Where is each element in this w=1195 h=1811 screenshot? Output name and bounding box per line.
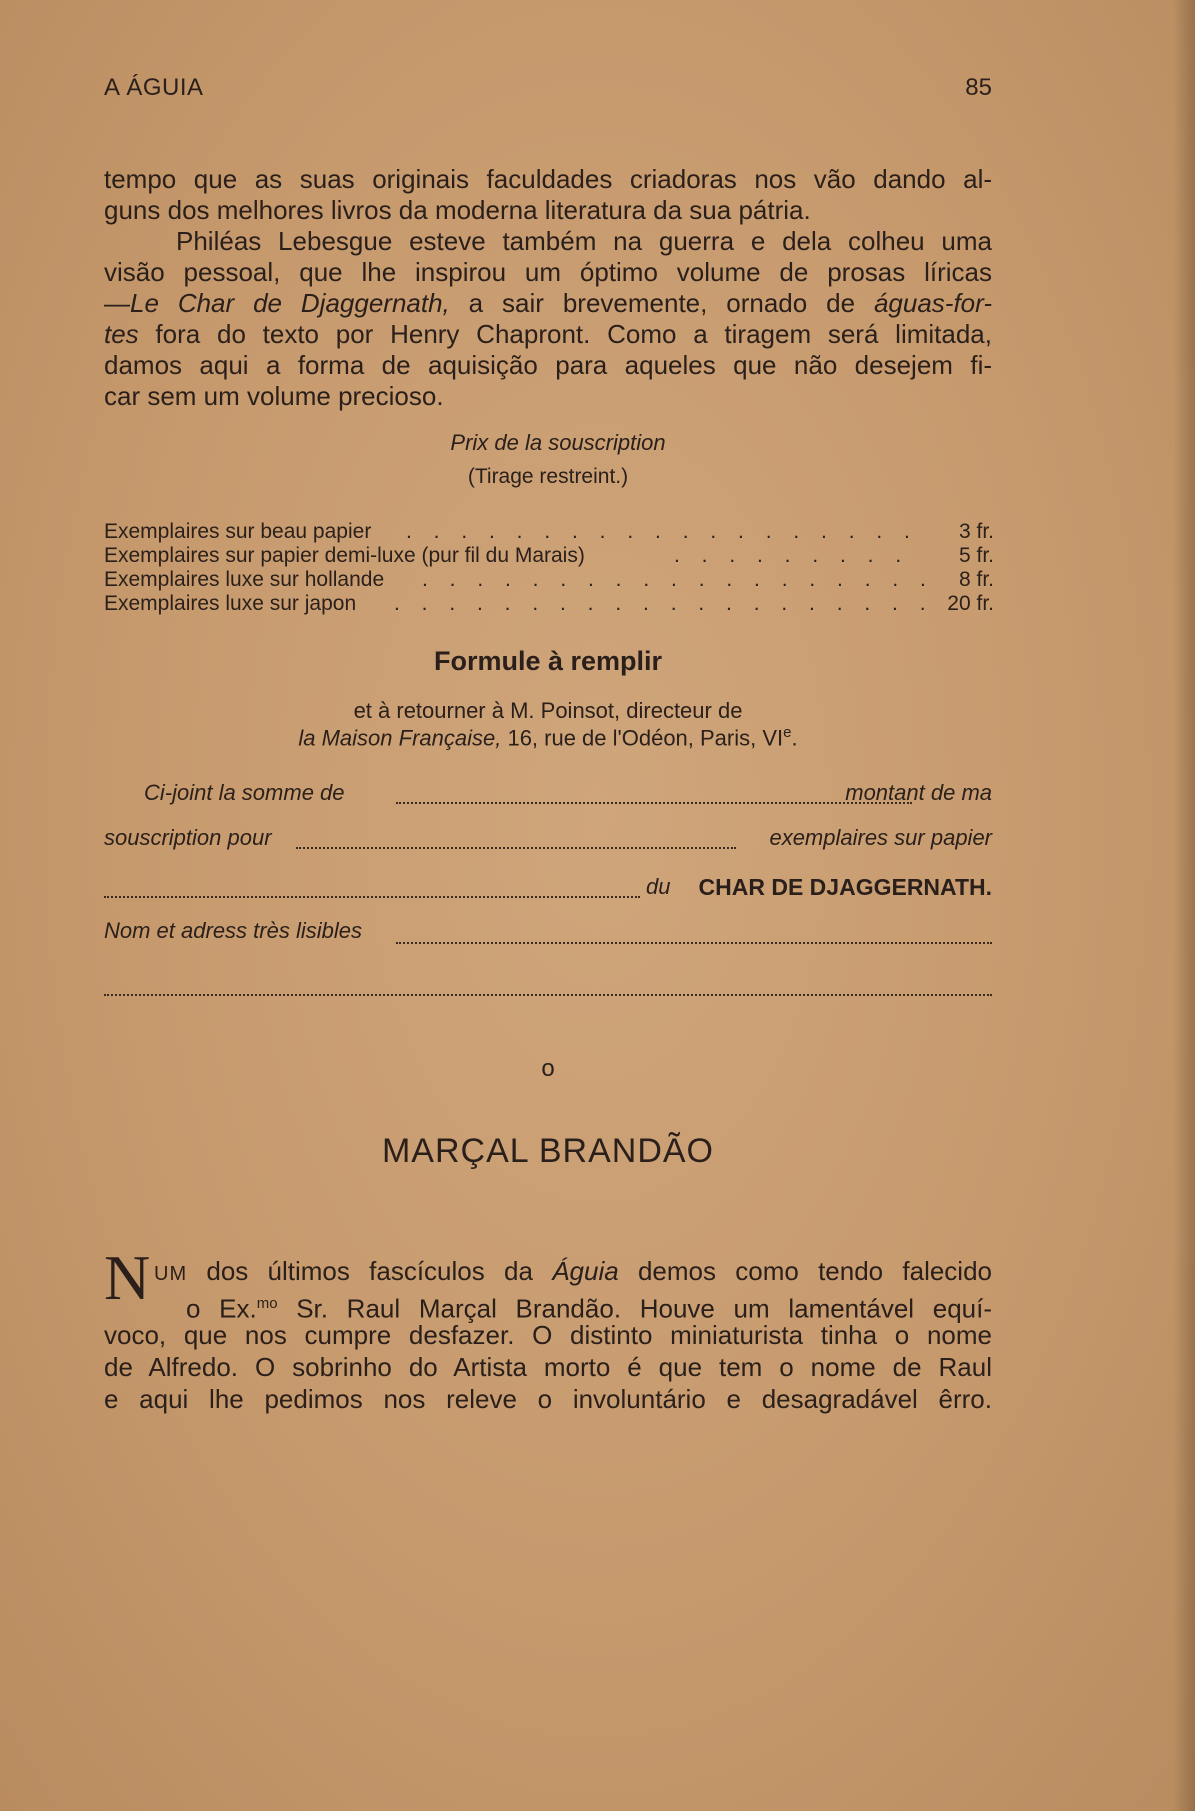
running-header [104, 74, 992, 108]
price-row [104, 592, 994, 616]
form-field-quantity[interactable] [104, 825, 992, 855]
journal-title: A ÁGUIA [104, 74, 204, 101]
form-instruction-line [104, 724, 992, 751]
intro-paragraph [104, 164, 992, 226]
text-line: e aqui lhe pedimos nos releve o involuntário e desagradável êrro. [104, 1384, 992, 1414]
text-span: dos últimos fascículos da [187, 1256, 553, 1286]
field-label: exemplaires sur papier [769, 825, 992, 850]
text-line: car sem um volume precioso. [104, 381, 444, 411]
address-text: 16, rue de l'Odéon, Paris, VI [501, 725, 784, 751]
price-label: Exemplaires sur papier demi-luxe (pur fil du Marais) [104, 544, 585, 567]
arrondissement-sup: e [783, 724, 792, 741]
text-line: damos aqui a forma de aquisição para aqueles que não desejem fi- [104, 350, 992, 380]
book-title: Le Char de Djaggernath, [130, 288, 450, 318]
address-end: . [791, 725, 798, 751]
field-label: montant de ma [845, 780, 992, 805]
price-label: Exemplaires sur beau papier [104, 520, 372, 543]
price-row [104, 544, 994, 568]
fill-line[interactable] [396, 942, 992, 944]
italic-term: águas-for- [873, 288, 992, 318]
text-span: o Ex. [186, 1293, 257, 1324]
book-title-caps: CHAR DE DJAGGERNATH. [698, 874, 992, 900]
price-label: Exemplaires luxe sur japon [104, 592, 357, 615]
article-title: MARÇAL BRANDÃO [381, 1132, 715, 1170]
text-span: Sr. Raul Marçal Brandão. Houve um lamentável equí- [277, 1293, 993, 1324]
price-value: 5 fr. [958, 544, 994, 567]
form-field-paper[interactable] [104, 874, 992, 904]
subscription-title: Prix de la souscription [450, 430, 666, 455]
text-line [104, 288, 992, 319]
text-line: visão pessoal, que lhe inspirou um óptimo volume de prosas líricas [104, 257, 992, 287]
text-span: demos como tendo falecido [618, 1256, 992, 1286]
fill-line[interactable] [296, 847, 736, 849]
text-line: de Alfredo. O sobrinho do Artista morto é que tem o nome de Raul [104, 1352, 992, 1382]
field-label: Nom et adress très lisibles [104, 918, 362, 943]
price-label: Exemplaires luxe sur hollande [104, 568, 385, 591]
drop-cap: N [104, 1242, 151, 1313]
fill-line[interactable] [396, 802, 912, 804]
maison-name: la Maison Française, [298, 725, 502, 751]
text-line: voco, que nos cumpre desfazer. O distinto miniaturista tinha o nome [104, 1320, 992, 1350]
em-dash: — [104, 288, 130, 318]
section-separator: o [541, 1055, 555, 1082]
text-line: guns dos melhores livros da moderna literatura da sua pátria. [104, 195, 811, 225]
form-field-amount[interactable] [104, 780, 992, 810]
small-caps: UM [154, 1263, 188, 1285]
form-instruction-line: et à retourner à M. Poinsot, directeur de [353, 698, 743, 723]
superscript: mo [256, 1295, 278, 1312]
leader-dots: . . . . . . . . . . . . . . . . . . . [422, 568, 934, 591]
text-span: fora do texto por Henry Chapront. Como a tiragem será limitada, [138, 319, 992, 349]
leader-dots: . . . . . . . . . [674, 544, 910, 567]
form-title: Formule à remplir [433, 646, 663, 676]
text-line [154, 1256, 992, 1290]
text-line: tempo que as suas originais faculdades criadoras nos vão dando al- [104, 164, 992, 194]
italic-term: tes [104, 319, 139, 349]
price-list [104, 520, 994, 616]
price-value: 8 fr. [958, 568, 994, 591]
leader-dots: . . . . . . . . . . . . . . . . . . . [406, 520, 918, 543]
text-span: a sair brevemente, ornado de [449, 288, 874, 318]
field-label: souscription pour [104, 825, 272, 850]
subscription-subtitle: (Tirage restreint.) [467, 465, 629, 488]
field-label: du [646, 874, 671, 899]
second-paragraph [104, 226, 992, 412]
price-row [104, 568, 994, 592]
fill-line[interactable] [104, 896, 640, 898]
page-number: 85 [965, 74, 992, 101]
field-label: Ci-joint la somme de [144, 780, 345, 805]
text-line [104, 319, 992, 350]
form-field-name[interactable] [104, 918, 992, 948]
journal-italic: Águia [552, 1256, 619, 1286]
page-edge-shadow [1173, 0, 1195, 1811]
fill-line[interactable] [104, 994, 992, 996]
price-value: 3 fr. [958, 520, 994, 543]
price-value: 20 fr. [947, 592, 994, 615]
form-field-address[interactable] [104, 976, 992, 1006]
leader-dots: . . . . . . . . . . . . . . . . . . . . [394, 592, 934, 615]
text-line: Philéas Lebesgue esteve também na guerra e dela colheu uma [176, 226, 992, 256]
price-row [104, 520, 994, 544]
